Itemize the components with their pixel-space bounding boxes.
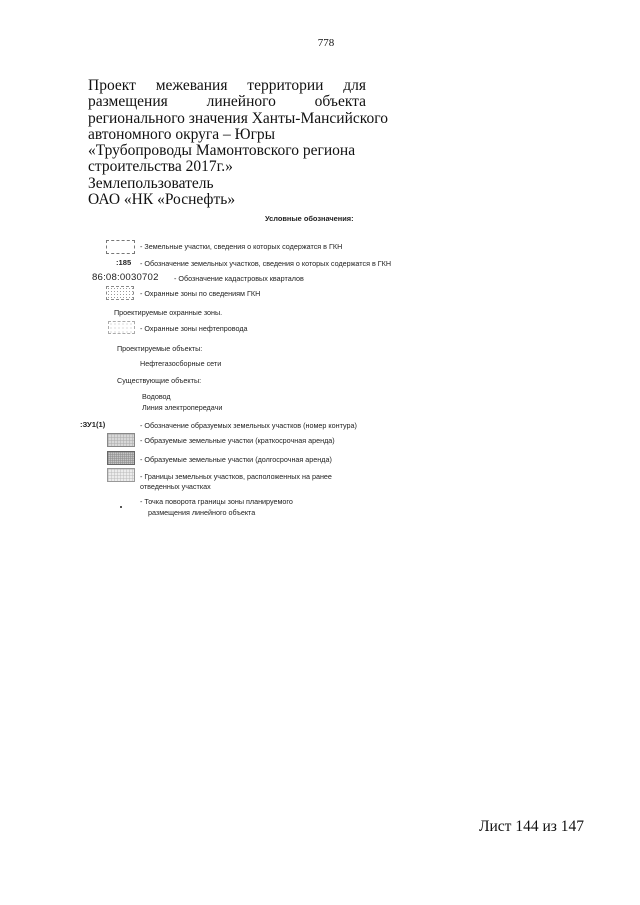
legend-code: :ЗУ1(1) [80,420,106,429]
short-term-lease-swatch [107,433,135,447]
turning-point-marker [120,506,122,508]
page-number: 778 [317,37,335,49]
title-line: регионального значения Ханты-Мансийского [88,109,388,127]
title-line: Землепользователь [88,174,214,192]
legend-code: 86:08:0030702 [92,272,159,283]
title-line: размещения линейного объекта [88,93,366,111]
title-line: строительства 2017г.» [88,158,233,176]
legend-section-heading: Существующие объекты: [117,376,202,385]
legend-item-text: - Обозначение земельных участков, сведения о которых содержатся в ГКН [140,259,392,268]
legend-item-text: Нефтегазосборные сети [140,359,222,368]
legend-item-text: - Образуемые земельные участки (долгосрочная аренда) [140,455,332,464]
legend-section-heading: Проектируемые охранные зоны. [114,308,223,317]
protection-zone-swatch [106,286,134,300]
legend-item-text: Водовод [142,392,171,401]
title-line: «Трубопроводы Мамонтовского региона [88,142,356,160]
legend-item-text: - Охранные зоны нефтепровода [140,324,248,333]
document-title [88,77,388,209]
legend-item-text: - Границы земельных участков, расположенных на ранее [140,472,332,481]
legend-code: :185 [116,258,132,267]
legend-item-text: размещения линейного объекта [148,508,256,517]
legend-item-text: - Обозначение кадастровых кварталов [174,274,304,283]
legend-item-text: - Земельные участки, сведения о которых содержатся в ГКН [140,242,343,251]
legend-item-text: - Образуемые земельные участки (краткосрочная аренда) [140,436,335,445]
title-line: автономного округа – Югры [88,125,276,143]
legend-item-text: - Точка поворота границы зоны планируемого [140,497,293,506]
legend-title: Условные обозначения: [265,214,354,223]
sheet-counter: Лист 144 из 147 [479,818,585,835]
legend-item-text: - Обозначение образуемых земельных участков (номер контура) [140,421,357,430]
title-line: Проект межевания территории для [88,77,366,94]
allotted-boundary-swatch [107,468,135,482]
legend-section-heading: Проектируемые объекты: [117,344,203,353]
title-line: ОАО «НК «Роснефть» [88,191,236,209]
gkn-land-plot-swatch [106,240,135,254]
long-term-lease-swatch [107,451,135,465]
pipeline-zone-swatch [108,321,135,334]
legend-item-text: Линия электропередачи [142,403,223,412]
legend-item-text: - Охранные зоны по сведениям ГКН [140,289,261,298]
legend-item-text: отведенных участках [140,482,211,491]
